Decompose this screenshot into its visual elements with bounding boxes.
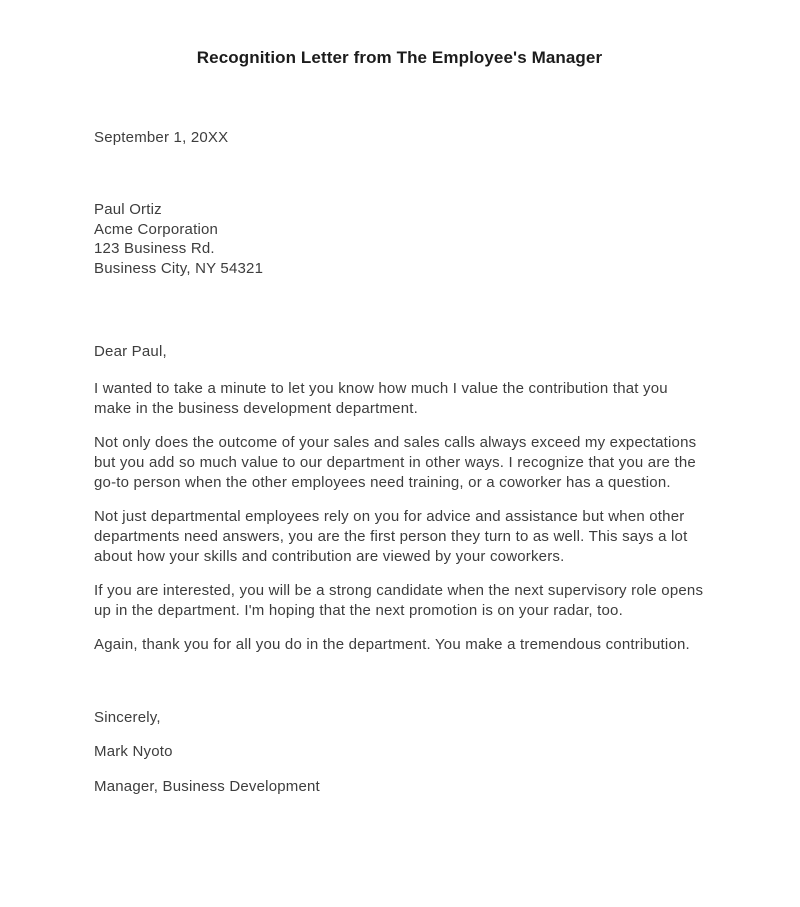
- spacer: [94, 669, 705, 708]
- signature-name: Mark Nyoto: [94, 743, 173, 760]
- recipient-address-block: [94, 200, 705, 278]
- letter-title: Recognition Letter from The Employee's Manager: [196, 48, 603, 67]
- body-paragraph-3: Not just departmental employees rely on you for advice and assistance but when other departments need answers, you are the first person they turn to as well. This says a lot about how your skills and contribution are viewed by your coworkers.: [94, 508, 688, 565]
- letter-date: September 1, 20XX: [94, 129, 229, 146]
- body-paragraph-4: If you are interested, you will be a strong candidate when the next supervisory role opens up in the department. I'm hoping that the next promotion is on your radar, too.: [94, 582, 704, 619]
- recipient-city: Business City, NY 54321: [94, 259, 264, 277]
- body-paragraph-1: I wanted to take a minute to let you know how much I value the contribution that you make in the business development department.: [94, 380, 668, 417]
- salutation: Dear Paul,: [94, 343, 167, 360]
- body-paragraph-2: Not only does the outcome of your sales and sales calls always exceed my expectations but you add so much value to our department in other ways. I recognize that you are the go-to person when the other employees need training, or a coworker has a question.: [94, 434, 697, 491]
- recipient-company: Acme Corporation: [94, 220, 219, 238]
- recipient-name: Paul Ortiz: [94, 201, 162, 218]
- signature-title: Manager, Business Development: [94, 778, 320, 795]
- closing: Sincerely,: [94, 709, 161, 726]
- recipient-street: 123 Business Rd.: [94, 240, 215, 257]
- body-paragraph-5: Again, thank you for all you do in the department. You make a tremendous contribution.: [94, 636, 690, 653]
